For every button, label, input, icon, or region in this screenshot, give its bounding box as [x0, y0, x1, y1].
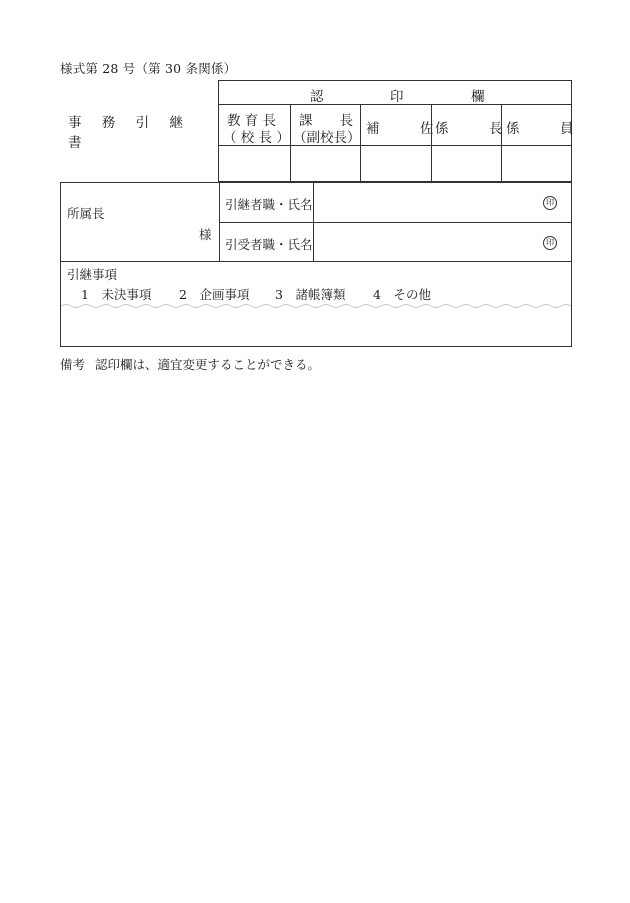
to-person-label: 引受者職・氏名 — [225, 237, 313, 252]
stamp-table-header — [219, 81, 571, 105]
document-title-area — [60, 80, 218, 182]
item-4: 4 その他 — [373, 287, 431, 302]
handover-items-box — [60, 262, 572, 347]
role-principal: （ 校 長 ） — [223, 130, 290, 146]
stamp-seal-row — [219, 146, 571, 181]
stamp-divider-3 — [431, 105, 432, 181]
recipient-suffix: 様 — [199, 227, 212, 242]
from-seal-mark: 印 — [543, 196, 557, 210]
role-clerk: 係 員 — [506, 121, 574, 137]
handover-box — [60, 182, 572, 262]
role-chief-clerk: 係 長 — [435, 121, 503, 137]
role-superintendent: 教 育 長 — [227, 113, 277, 129]
stamp-header-char-1: 認 — [310, 89, 324, 105]
form-number-label: 様式第 28 号（第 30 条関係） — [60, 61, 237, 76]
from-person-label: 引継者職・氏名 — [225, 197, 313, 212]
item-2: 2 企画事項 — [179, 287, 250, 302]
stamp-divider-1 — [290, 105, 291, 181]
role-section-chief: 課 長 — [299, 113, 353, 129]
to-seal-mark: 印 — [543, 236, 557, 250]
stamp-divider-4 — [501, 105, 502, 181]
footnote — [60, 355, 320, 373]
role-vice-principal: （副校長） — [293, 130, 361, 146]
footnote-text: 認印欄は、適宜変更することができる。 — [95, 357, 321, 372]
footnote-label: 備考 — [60, 357, 86, 372]
item-1: 1 未決事項 — [81, 287, 152, 302]
recipient-label: 所属長 — [67, 206, 105, 221]
item-3: 3 諸帳簿類 — [275, 287, 346, 302]
stamp-header-char-3: 欄 — [471, 89, 485, 105]
approval-stamp-table — [218, 80, 572, 182]
document-title: 事 務 引 継 書 — [68, 115, 191, 151]
stamp-divider-2 — [360, 105, 361, 181]
stamp-header-char-2: 印 — [390, 89, 404, 105]
items-heading: 引継事項 — [67, 267, 118, 282]
wavy-separator — [61, 302, 571, 310]
stamp-role-row — [219, 105, 574, 146]
role-assistant: 補 佐 — [366, 121, 434, 137]
handover-divider-middle — [219, 222, 571, 223]
